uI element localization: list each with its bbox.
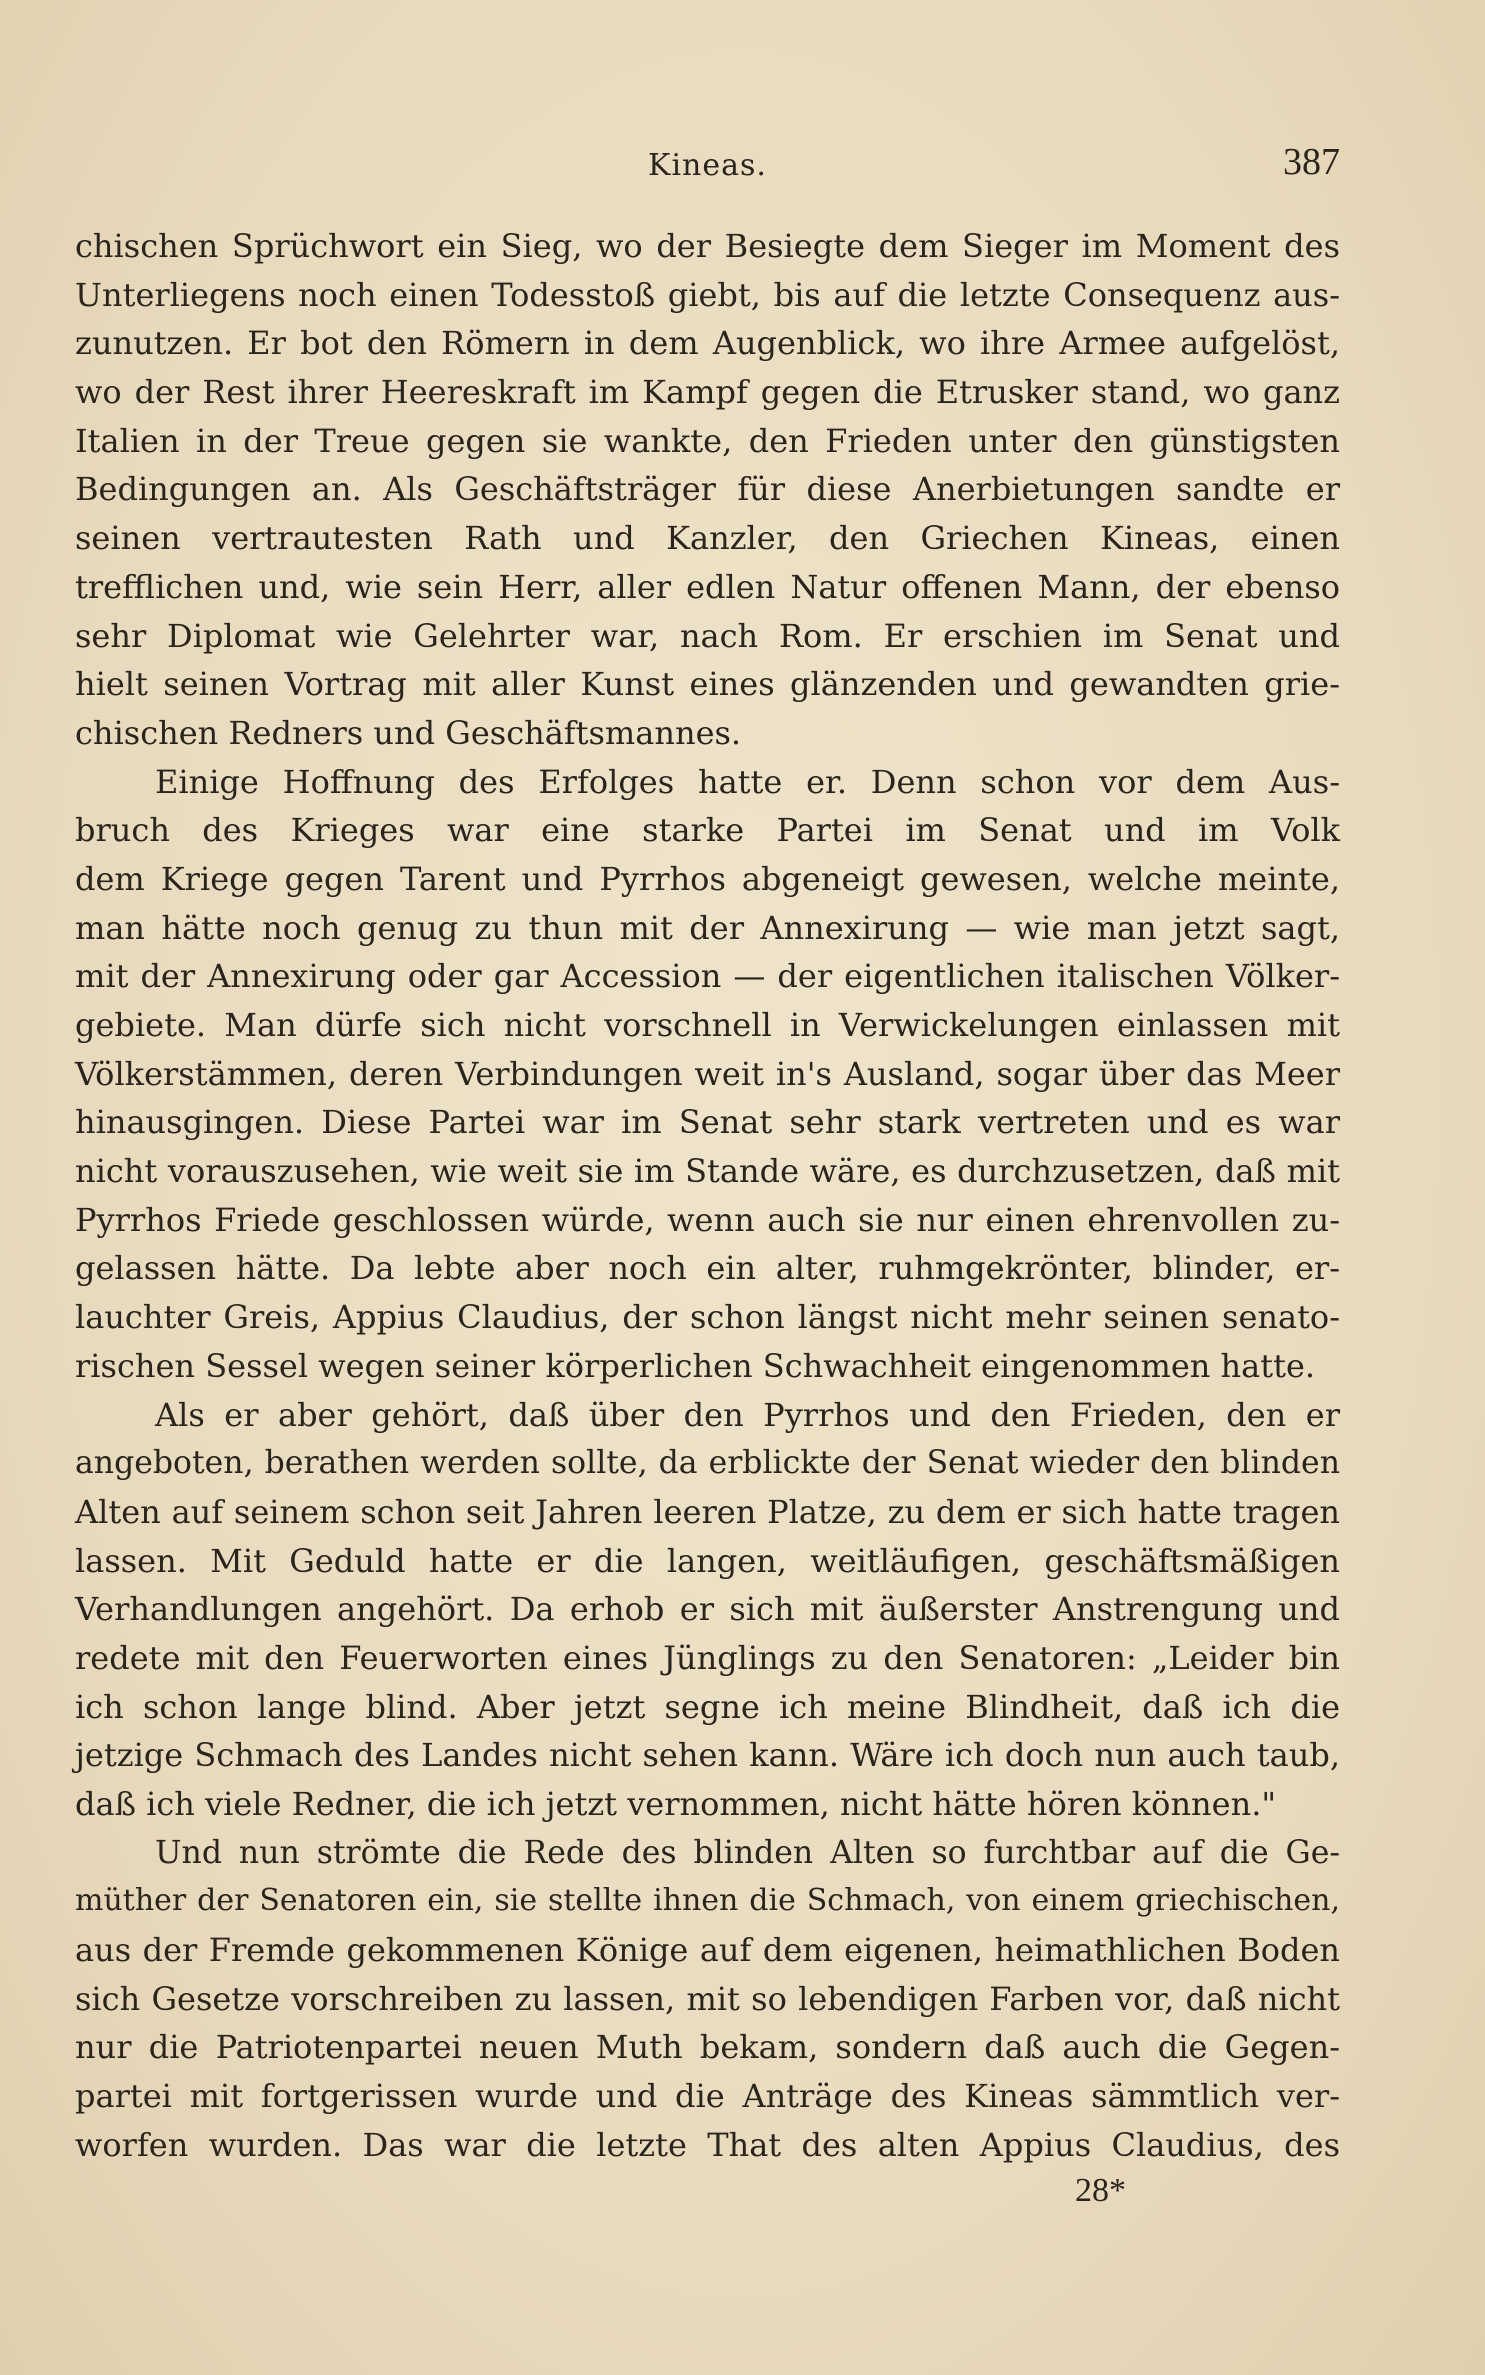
text-line: Verhandlungen angehört. Da erhob er sich mit äußerster Anstrengung und bbox=[75, 1590, 1340, 1629]
text-line: mit der Annexirung oder gar Accession — der eigentlichen italischen Völker- bbox=[75, 957, 1340, 996]
text-line: worfen wurden. Das war die letzte That des alten Appius Claudius, des bbox=[75, 2125, 1340, 2164]
text-line: aus der Fremde gekommenen Könige auf dem eigenen, heimathlichen Boden bbox=[75, 1931, 1340, 1970]
text-line: nicht vorauszusehen, wie weit sie im Stande wäre, es durchzusetzen, daß mit bbox=[75, 1152, 1340, 1191]
running-title: Kineas. bbox=[648, 148, 767, 183]
text-line: ich schon lange blind. Aber jetzt segne ich meine Blindheit, daß ich die bbox=[75, 1687, 1340, 1726]
text-body bbox=[75, 222, 1340, 2170]
page-number: 387 bbox=[1283, 141, 1340, 183]
text-line: chischen Sprüchwort ein Sieg, wo der Besiegte dem Sieger im Moment des bbox=[75, 227, 1340, 265]
text-line: hielt seinen Vortrag mit aller Kunst eines glänzenden und gewandten grie- bbox=[75, 665, 1340, 704]
text-line: lassen. Mit Geduld hatte er die langen, weitläufigen, geschäftsmäßigen bbox=[75, 1541, 1340, 1580]
text-line: dem Kriege gegen Tarent und Pyrrhos abgeneigt gewesen, welche meinte, bbox=[75, 859, 1340, 898]
text-line: redete mit den Feuerworten eines Jünglings zu den Senatoren: „Leider bin bbox=[75, 1638, 1340, 1677]
text-line: gebiete. Man dürfe sich nicht vorschnell in Verwickelungen einlassen mit bbox=[75, 1006, 1340, 1044]
text-line: angeboten, berathen werden sollte, da erblickte der Senat wieder den blinden bbox=[75, 1445, 1340, 1482]
text-line: Und nun strömte die Rede des blinden Alten so furchtbar auf die Ge- bbox=[155, 1834, 1340, 1871]
text-line: sehr Diplomat wie Gelehrter war, nach Rom. Er erschien im Senat und bbox=[75, 616, 1340, 655]
text-line: Bedingungen an. Als Geschäftsträger für diese Anerbietungen sandte er bbox=[75, 470, 1340, 509]
text-line: hinausgingen. Diese Partei war im Senat sehr stark vertreten und es war bbox=[75, 1103, 1340, 1142]
text-line: zunutzen. Er bot den Römern in dem Augenblick, wo ihre Armee aufgelöst, bbox=[75, 324, 1340, 363]
text-line: sich Gesetze vorschreiben zu lassen, mit so lebendigen Farben vor, daß nicht bbox=[75, 1979, 1340, 2018]
text-line: nur die Patriotenpartei neuen Muth bekam, sondern daß auch die Gegen- bbox=[75, 2028, 1340, 2067]
text-line: Unterliegens noch einen Todesstoß giebt, bis auf die letzte Consequenz aus- bbox=[75, 275, 1340, 314]
text-line: Einige Hoffnung des Erfolges hatte er. Denn schon vor dem Aus- bbox=[155, 762, 1340, 801]
text-line: Alten auf seinem schon seit Jahren leeren Platze, zu dem er sich hatte tragen bbox=[75, 1492, 1340, 1531]
text-line: trefflichen und, wie sein Herr, aller edlen Natur offenen Mann, der ebenso bbox=[75, 567, 1340, 606]
text-line: seinen vertrautesten Rath und Kanzler, den Griechen Kineas, einen bbox=[75, 519, 1340, 558]
text-line: müther der Senatoren ein, sie stellte ihnen die Schmach, von einem griechischen, bbox=[75, 1883, 1340, 1919]
text-line: chischen Redners und Geschäftsmannes. bbox=[75, 713, 742, 752]
text-line: lauchter Greis, Appius Claudius, der schon längst nicht mehr seinen senato- bbox=[75, 1298, 1340, 1337]
text-line: gelassen hätte. Da lebte aber noch ein alter, ruhmgekrönter, blinder, er- bbox=[75, 1249, 1340, 1288]
text-line: jetzige Schmach des Landes nicht sehen kann. Wäre ich doch nun auch taub, bbox=[75, 1736, 1340, 1775]
text-line: rischen Sessel wegen seiner körperlichen Schwachheit eingenommen hatte. bbox=[75, 1346, 1316, 1385]
text-line: partei mit fortgerissen wurde und die Anträge des Kineas sämmtlich ver- bbox=[75, 2077, 1340, 2116]
text-line: bruch des Krieges war eine starke Partei im Senat und im Volk bbox=[75, 811, 1340, 850]
running-head bbox=[75, 140, 1340, 190]
text-line: Völkerstämmen, deren Verbindungen weit in's Ausland, sogar über das Meer bbox=[75, 1054, 1340, 1093]
signature-mark: 28* bbox=[1075, 2172, 1126, 2209]
text-line: Italien in der Treue gegen sie wankte, den Frieden unter den günstigsten bbox=[75, 421, 1340, 460]
text-line: Als er aber gehört, daß über den Pyrrhos und den Frieden, den er bbox=[155, 1395, 1340, 1434]
text-line: daß ich viele Redner, die ich jetzt vernommen, nicht hätte hören können." bbox=[75, 1785, 1277, 1823]
text-line: wo der Rest ihrer Heereskraft im Kampf gegen die Etrusker stand, wo ganz bbox=[75, 373, 1340, 412]
text-line: Pyrrhos Friede geschlossen würde, wenn auch sie nur einen ehrenvollen zu- bbox=[75, 1200, 1340, 1239]
text-line: man hätte noch genug zu thun mit der Annexirung — wie man jetzt sagt, bbox=[75, 908, 1340, 947]
